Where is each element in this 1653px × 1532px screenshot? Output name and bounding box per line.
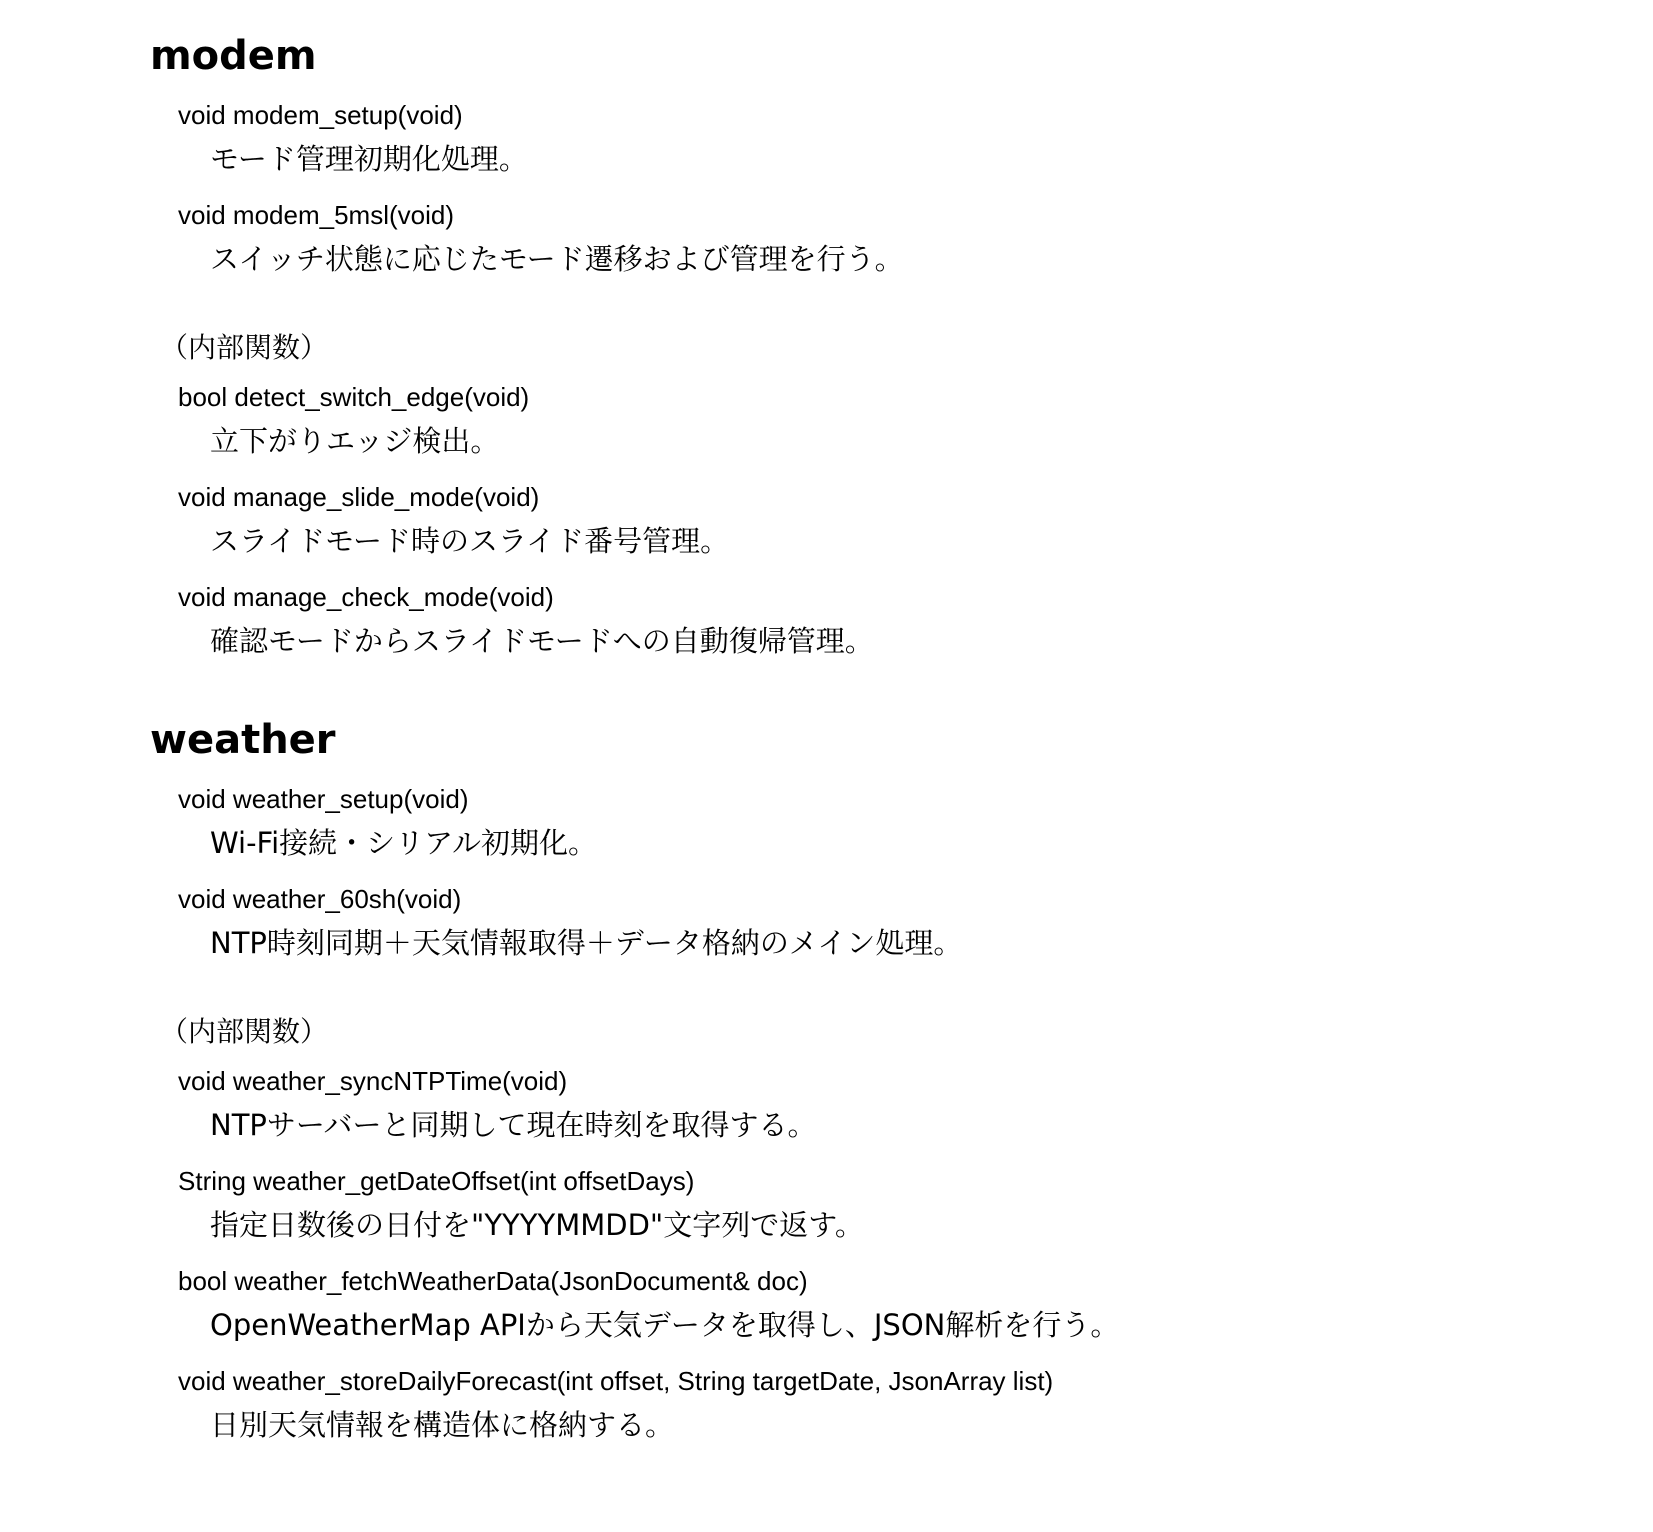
function-entry [150, 768, 1630, 868]
function-signature: void modem_setup(void) [178, 100, 463, 130]
function-entry [150, 566, 1630, 666]
function-description: スイッチ状態に応じたモード遷移および管理を行う。 [210, 242, 904, 276]
function-description: NTPサーバーと同期して現在時刻を取得する。 [210, 1108, 817, 1142]
function-signature: void weather_setup(void) [178, 784, 469, 814]
function-entry [150, 1050, 1630, 1150]
function-description: 確認モードからスライドモードへの自動復帰管理。 [210, 624, 874, 658]
internal-functions-label: （内部関数） [160, 1015, 329, 1048]
function-description: 指定日数後の日付を"YYYYMMDD"文字列で返す。 [210, 1208, 864, 1242]
function-description: NTP時刻同期＋天気情報取得＋データ格納のメイン処理。 [210, 926, 963, 960]
section-weather [150, 712, 1630, 1450]
function-signature: void weather_storeDailyForecast(int offset, String targetDate, JsonArray list) [178, 1366, 1054, 1396]
section-title: modem [150, 33, 317, 79]
document-body [150, 28, 1630, 1450]
function-signature: void modem_5msl(void) [178, 200, 454, 230]
function-entry [150, 1250, 1630, 1350]
function-description: モード管理初期化処理。 [210, 142, 528, 176]
function-description: スライドモード時のスライド番号管理。 [210, 524, 730, 558]
function-entry [150, 1150, 1630, 1250]
function-entry [150, 366, 1630, 466]
function-description: OpenWeatherMap APIから天気データを取得し、JSON解析を行う。 [210, 1308, 1120, 1342]
function-entry [150, 868, 1630, 968]
function-signature: void manage_slide_mode(void) [178, 482, 540, 512]
function-signature: void manage_check_mode(void) [178, 582, 554, 612]
section-title: weather [150, 717, 336, 763]
function-signature: bool detect_switch_edge(void) [178, 382, 530, 412]
function-entry [150, 84, 1630, 184]
function-entry [150, 1350, 1630, 1450]
function-signature: void weather_syncNTPTime(void) [178, 1066, 568, 1096]
section-modem [150, 28, 1630, 666]
section-spacer [150, 666, 1630, 712]
function-entry [150, 466, 1630, 566]
function-description: Wi-Fi接続・シリアル初期化。 [210, 826, 598, 860]
function-signature: bool weather_fetchWeatherData(JsonDocument& doc) [178, 1266, 808, 1296]
internal-functions-label: （内部関数） [160, 331, 329, 364]
function-signature: void weather_60sh(void) [178, 884, 462, 914]
function-description: 立下がりエッジ検出。 [210, 424, 500, 458]
function-signature: String weather_getDateOffset(int offsetDays) [178, 1166, 695, 1196]
function-description: 日別天気情報を構造体に格納する。 [210, 1408, 675, 1442]
function-entry [150, 184, 1630, 284]
